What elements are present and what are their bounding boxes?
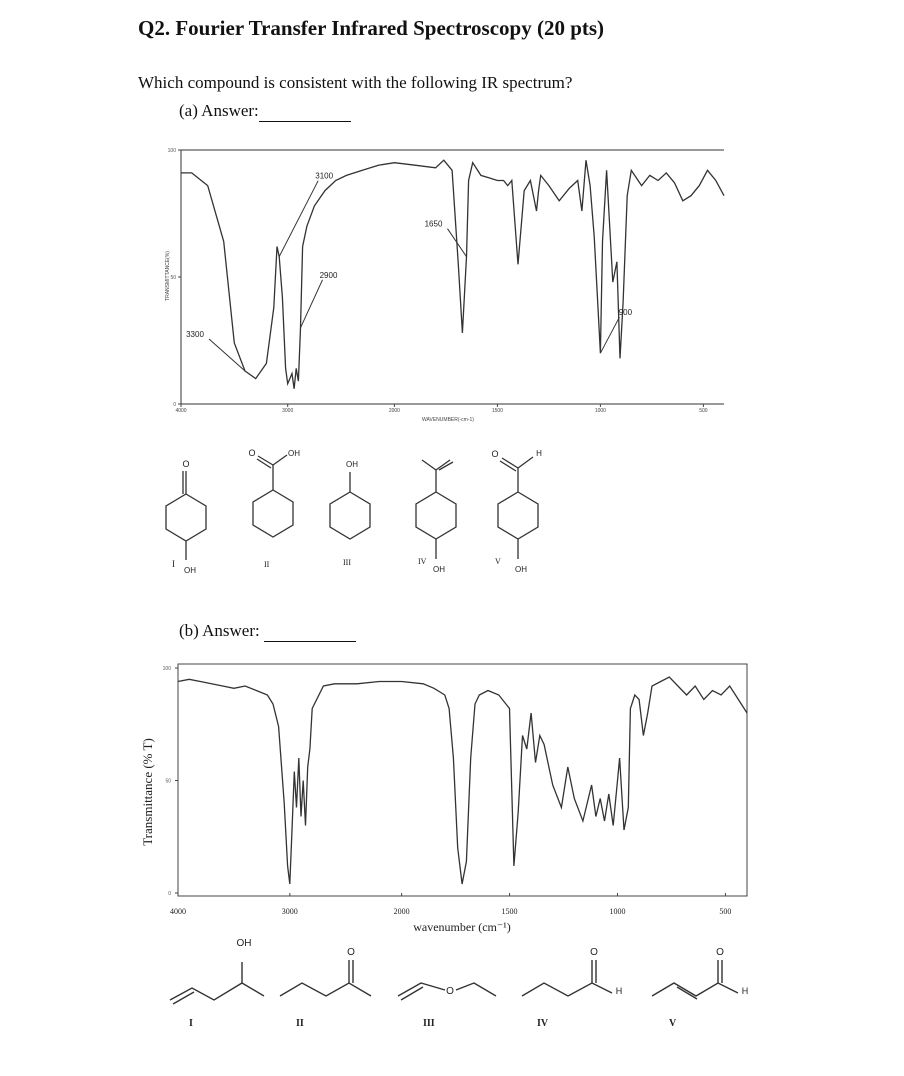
- compound-b-III-ethyl: [456, 983, 496, 996]
- compound-b-III-double: [401, 987, 423, 1000]
- spectrum-a: [165, 148, 724, 423]
- compound-a-IV-ch2: [422, 460, 436, 470]
- compound-a-V-label: V: [495, 557, 501, 566]
- compound-a-I-o: O: [182, 459, 190, 469]
- x-tick-label: 3000: [282, 408, 294, 414]
- spectrum-b-y-label: Transmittance (% T): [140, 738, 155, 846]
- compounds-b: [170, 938, 748, 1029]
- y-tick-label: 50: [165, 778, 171, 785]
- annotation-label: 2900: [319, 270, 338, 280]
- compound-a-III: [330, 460, 370, 567]
- page-title: Q2. Fourier Transfer Infrared Spectroscopy (20 pts): [138, 16, 605, 40]
- compound-b-IV-h: H: [615, 986, 623, 996]
- x-tick-label: 1000: [609, 907, 626, 916]
- question-prompt: Which compound is consistent with the following IR spectrum?: [138, 73, 573, 92]
- compound-b-III-vinyl: [398, 983, 445, 996]
- spectrum-a-frame: [181, 150, 724, 404]
- compound-a-III-label: III: [343, 558, 351, 567]
- annotation-label: 3300: [186, 329, 204, 339]
- compound-b-IV-chain: [522, 983, 612, 996]
- x-tick-label: 3000: [281, 907, 298, 916]
- spectrum-a-y-label: TRANSMITTANCE(%): [165, 251, 171, 301]
- spectrum-a-x-label: WAVENUMBER(-cm-1): [422, 417, 474, 423]
- compound-a-I-label: I: [172, 559, 175, 569]
- compound-a-II-oh: OH: [288, 449, 300, 458]
- compound-a-I: [166, 459, 206, 575]
- annotation-arrow: [209, 339, 245, 371]
- spectrum-b-trace: [178, 677, 747, 884]
- compounds-a: [166, 448, 542, 575]
- annotation-arrow: [301, 280, 323, 328]
- compound-b-V-chain: [652, 983, 738, 996]
- x-tick-label: 500: [719, 907, 732, 916]
- compound-a-V: [491, 449, 542, 574]
- x-tick-label: 500: [699, 408, 708, 414]
- y-tick-label: 100: [167, 148, 176, 154]
- compound-a-I-oh: OH: [184, 566, 196, 575]
- compound-b-III-label: III: [423, 1018, 435, 1029]
- compound-b-V: [652, 947, 748, 1029]
- compound-b-III-o: O: [446, 986, 454, 997]
- compound-b-IV-label: IV: [537, 1018, 549, 1029]
- annotation-label: 1650: [424, 219, 443, 229]
- x-tick-label: 1500: [491, 408, 503, 414]
- compound-b-V-double: [677, 987, 697, 999]
- answer-b-label: (b) Answer:: [179, 621, 260, 640]
- compound-a-V-h: H: [536, 449, 542, 458]
- compound-b-II-chain: [280, 983, 371, 996]
- annotation-label: 900: [618, 308, 633, 318]
- compound-a-II-o: O: [248, 448, 256, 458]
- spectrum-a-annotations: [186, 172, 632, 371]
- compound-a-V-ch: [518, 457, 533, 468]
- compound-b-III: [398, 983, 496, 1029]
- compound-a-IV: [416, 460, 456, 574]
- compound-b-I-double: [173, 992, 194, 1004]
- y-tick-label: 100: [162, 666, 171, 672]
- spectrum-b-frame: [178, 664, 747, 896]
- compound-a-II-coh: [273, 455, 287, 465]
- compound-a-V-ring: [498, 492, 538, 539]
- x-tick-label: 4000: [170, 907, 186, 916]
- compound-a-III-oh: OH: [346, 460, 358, 469]
- y-tick-label: 0: [168, 891, 171, 897]
- compound-a-IV-ring: [416, 492, 456, 539]
- compound-b-V-label: V: [669, 1018, 677, 1029]
- compound-a-I-ring: [166, 494, 206, 541]
- annotation-label: 3100: [315, 171, 334, 181]
- y-tick-label: 50: [170, 275, 176, 281]
- compound-b-I: [170, 938, 264, 1029]
- spectrum-b: [140, 664, 747, 934]
- x-tick-label: 1500: [501, 907, 518, 916]
- x-tick-label: 4000: [175, 408, 187, 414]
- compound-b-I-oh: OH: [236, 938, 252, 949]
- x-tick-label: 2000: [388, 408, 400, 414]
- compound-a-II-ring: [253, 490, 293, 537]
- compound-a-II: [248, 448, 300, 569]
- spectrum-a-x-ticks: [175, 404, 707, 414]
- compound-a-IV-oh: OH: [433, 565, 445, 574]
- compound-b-V-h: H: [741, 986, 749, 996]
- annotation-arrow: [600, 317, 619, 353]
- compound-b-II: [280, 947, 371, 1029]
- compound-b-II-o: O: [347, 947, 355, 958]
- compound-b-IV: [522, 947, 622, 1029]
- spectrum-b-y-ticks: [163, 666, 178, 897]
- compound-b-II-label: II: [296, 1018, 304, 1029]
- compound-a-II-label: II: [264, 560, 270, 569]
- compound-b-V-o: O: [716, 947, 724, 958]
- compound-a-V-oh: OH: [515, 565, 527, 574]
- annotation-arrow: [279, 181, 318, 257]
- compound-b-I-label: I: [189, 1018, 193, 1029]
- compound-a-IV-label: IV: [418, 557, 427, 566]
- compound-a-III-ring: [330, 492, 370, 539]
- compound-b-IV-o: O: [590, 947, 598, 958]
- compound-a-V-o: O: [491, 449, 499, 459]
- x-tick-label: 2000: [393, 907, 410, 916]
- spectrum-b-x-label: wavenumber (cm⁻¹): [413, 920, 511, 934]
- x-tick-label: 1000: [594, 408, 606, 414]
- answer-a-label: (a) Answer:: [179, 101, 259, 120]
- y-tick-label: 0: [173, 402, 176, 408]
- spectrum-a-trace: [181, 160, 724, 389]
